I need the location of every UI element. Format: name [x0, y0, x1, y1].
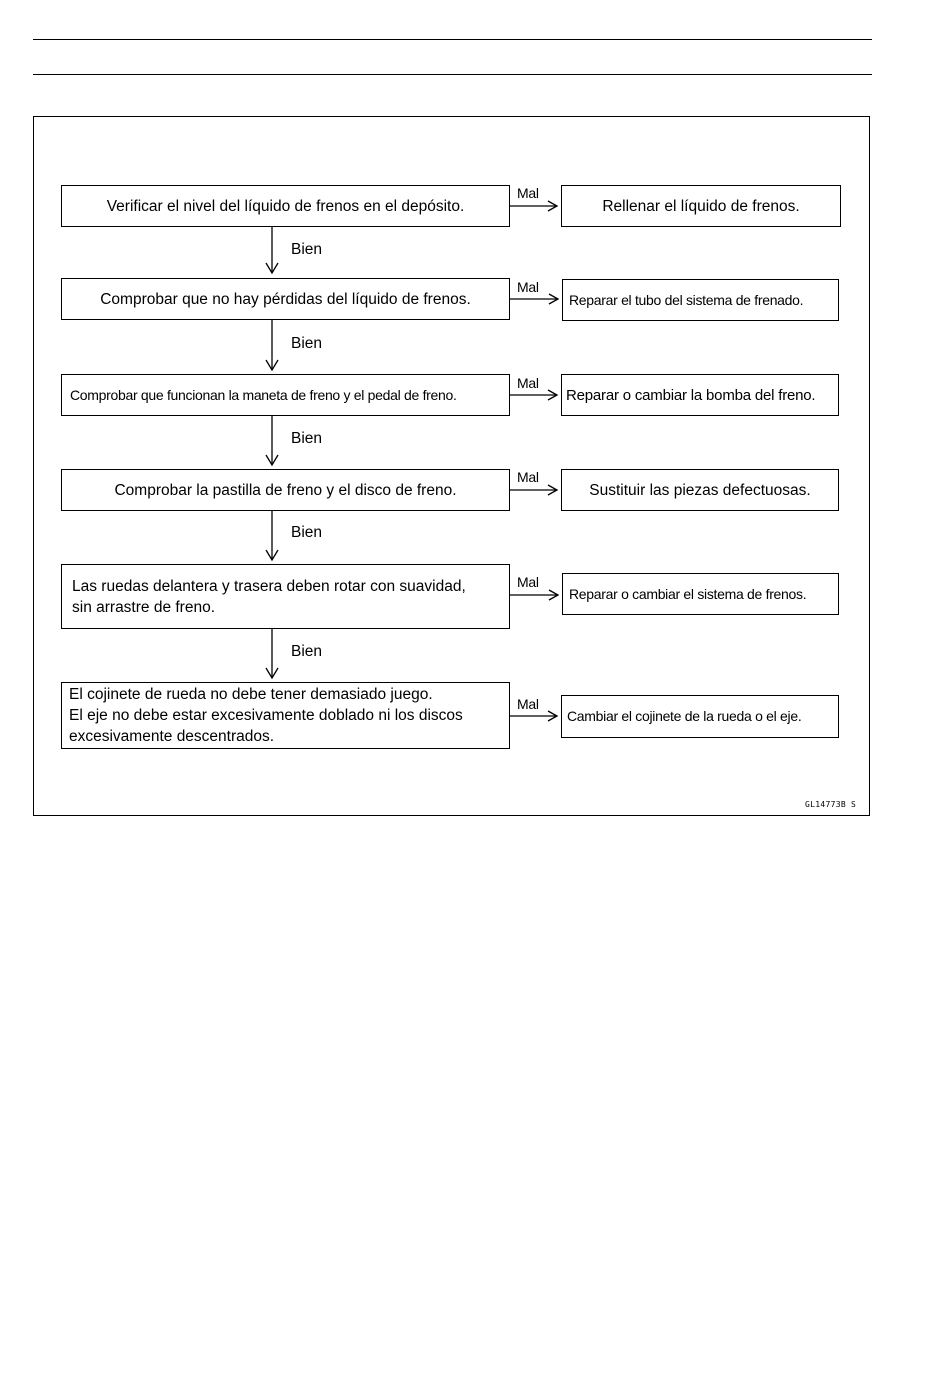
fail-label: Mal [517, 279, 539, 295]
check-box [61, 682, 510, 749]
pass-label: Bien [291, 335, 323, 352]
fail-arrow [510, 711, 557, 721]
fail-label: Mal [517, 469, 539, 485]
check-box [61, 185, 510, 227]
check-text: Comprobar que funcionan la maneta de freno y el pedal de freno. [70, 386, 457, 403]
pass-label: Bien [291, 430, 323, 447]
check-text: Verificar el nivel del líquido de frenos en el depósito. [106, 197, 465, 215]
fail-arrow [510, 390, 557, 400]
pass-label: Bien [291, 643, 323, 660]
check-box [61, 564, 510, 629]
pass-arrow [266, 629, 278, 678]
fix-text: Rellenar el líquido de frenos. [602, 197, 800, 215]
fix-text: Sustituir las piezas defectuosas. [589, 481, 811, 499]
fail-label: Mal [517, 375, 539, 391]
fix-text: Cambiar el cojinete de la rueda o el eje. [567, 708, 802, 724]
pass-arrow [266, 320, 278, 370]
fix-box [562, 573, 839, 615]
fail-label: Mal [517, 185, 539, 201]
fail-label: Mal [517, 574, 539, 590]
check-text: Las ruedas delantera y trasera deben rotar con suavidad, sin arrastre de freno. [72, 577, 466, 616]
fix-box [561, 374, 839, 416]
check-box [61, 374, 510, 416]
pass-arrow [266, 227, 278, 273]
fail-arrow [510, 294, 558, 304]
fix-text: Reparar o cambiar la bomba del freno. [566, 386, 816, 404]
fix-box [562, 279, 839, 321]
pass-arrow [266, 511, 278, 560]
fail-arrow [510, 590, 558, 600]
check-box [61, 278, 510, 320]
pass-arrow [266, 416, 278, 465]
figure-code: GL14773B S [805, 800, 857, 809]
fix-text: Reparar el tubo del sistema de frenado. [569, 291, 804, 308]
fail-arrow [510, 201, 557, 211]
check-text: Comprobar que no hay pérdidas del líquido de frenos. [100, 290, 471, 308]
fix-box [561, 185, 841, 227]
fail-arrow [510, 485, 557, 495]
check-text: Comprobar la pastilla de freno y el disco de freno. [114, 481, 457, 499]
pass-label: Bien [291, 241, 323, 258]
fix-box [561, 469, 839, 511]
check-box [61, 469, 510, 511]
check-text: El cojinete de rueda no debe tener demasiado juego. El eje no debe estar excesivamente doblado ni los discos excesivamente descentrados. [69, 686, 463, 745]
fix-box [561, 695, 839, 738]
pass-label: Bien [291, 524, 323, 541]
fail-label: Mal [517, 696, 539, 712]
fix-text: Reparar o cambiar el sistema de frenos. [569, 585, 807, 602]
